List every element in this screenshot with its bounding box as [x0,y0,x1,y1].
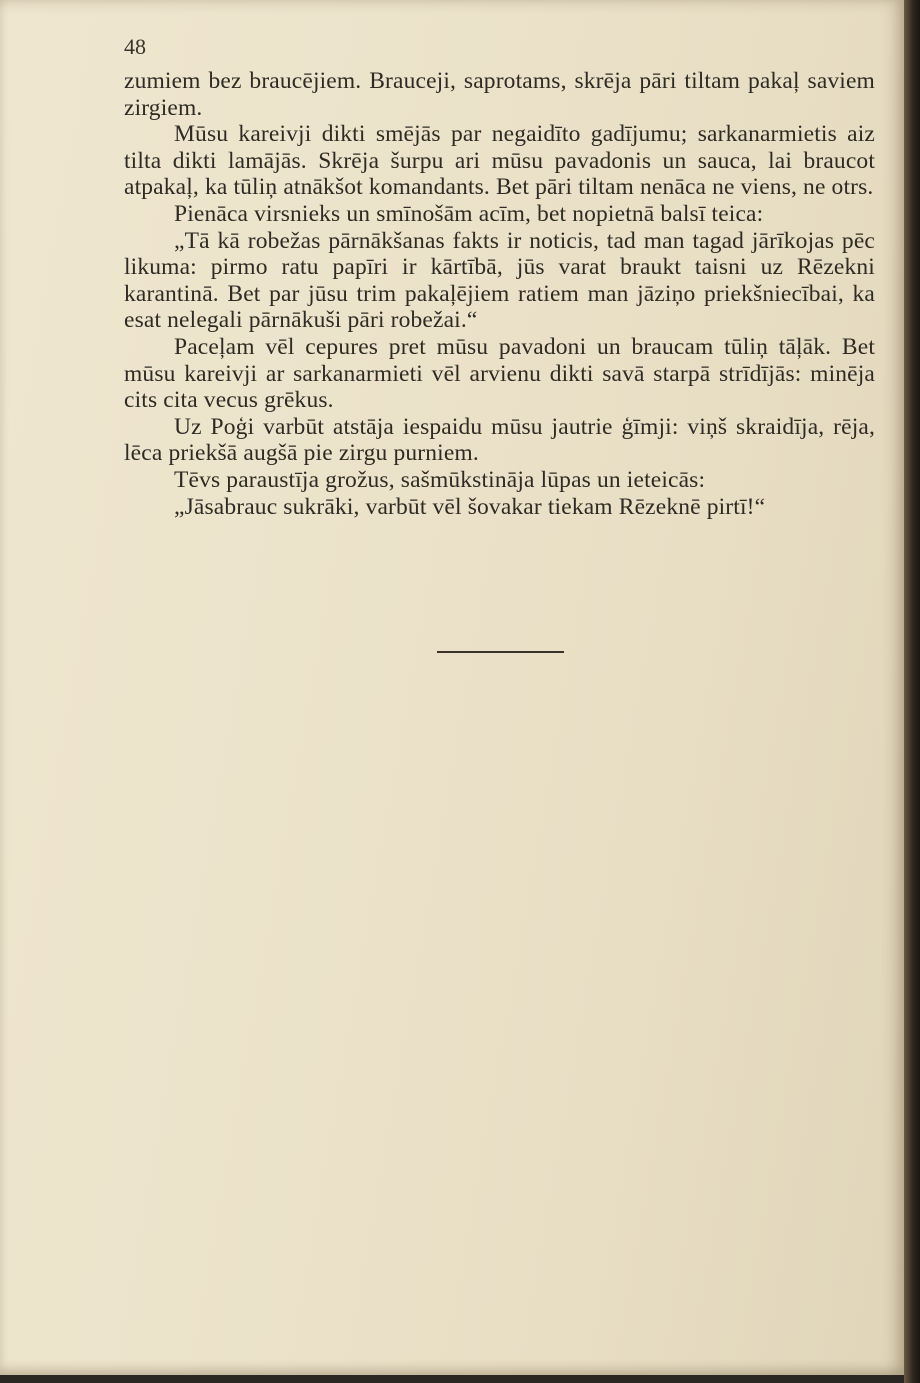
section-divider [437,651,564,653]
page-number: 48 [124,34,146,59]
paragraph: zumiem bez braucējiem. Brauceji, saprotams, skrēja pāri tiltam pakaļ saviem zirgiem. [124,68,875,121]
paragraph: Tēvs paraustīja grožus, sašmūkstināja lūpas un ieteicās: [174,466,706,493]
paragraph: Mūsu kareivji dikti smējās par negaidīto gadījumu; sarkanarmietis aiz tilta dikti lamājās. Skrēja šurpu ari mūsu pavadonis un sauca, lai braucot atpakaļ, ka tūliņ atnākšot komandants. Bet pāri tiltam nenāca ne viens, ne otrs. [124,121,875,201]
paragraph: Pienāca virsnieks un smīnošām acīm, bet nopietnā balsī teica: [174,200,764,227]
book-edge [904,0,920,1383]
paragraph: Uz Poģi varbūt atstāja iespaidu mūsu jautrie ģīmji: viņš skraidīja, rēja, lēca priekšā augšā pie zirgu purniem. [124,413,875,467]
paragraph: „Tā kā robežas pārnākšanas fakts ir noticis, tad man tagad jārīkojas pēc likuma: pirmo ratu papīri ir kārtībā, jūs varat braukt taisni uz Rēzekni karantinā. Bet par jūsu trim pakaļējiem ratiem man jāziņo priekšniecībai, ka esat nelegali pārnākuši pāri robežai.“ [124,227,875,334]
paragraph: Paceļam vēl cepures pret mūsu pavadoni un braucam tūliņ tāļāk. Bet mūsu kareivji ar sarkanarmieti vēl arvienu dikti savā starpā strīdījās: minēja cits cita vecus grēkus. [124,333,875,414]
body-text [124,68,875,520]
paragraph: „Jāsabrauc sukrāki, varbūt vēl šovakar tiekam Rēzeknē pirtī!“ [174,493,766,520]
